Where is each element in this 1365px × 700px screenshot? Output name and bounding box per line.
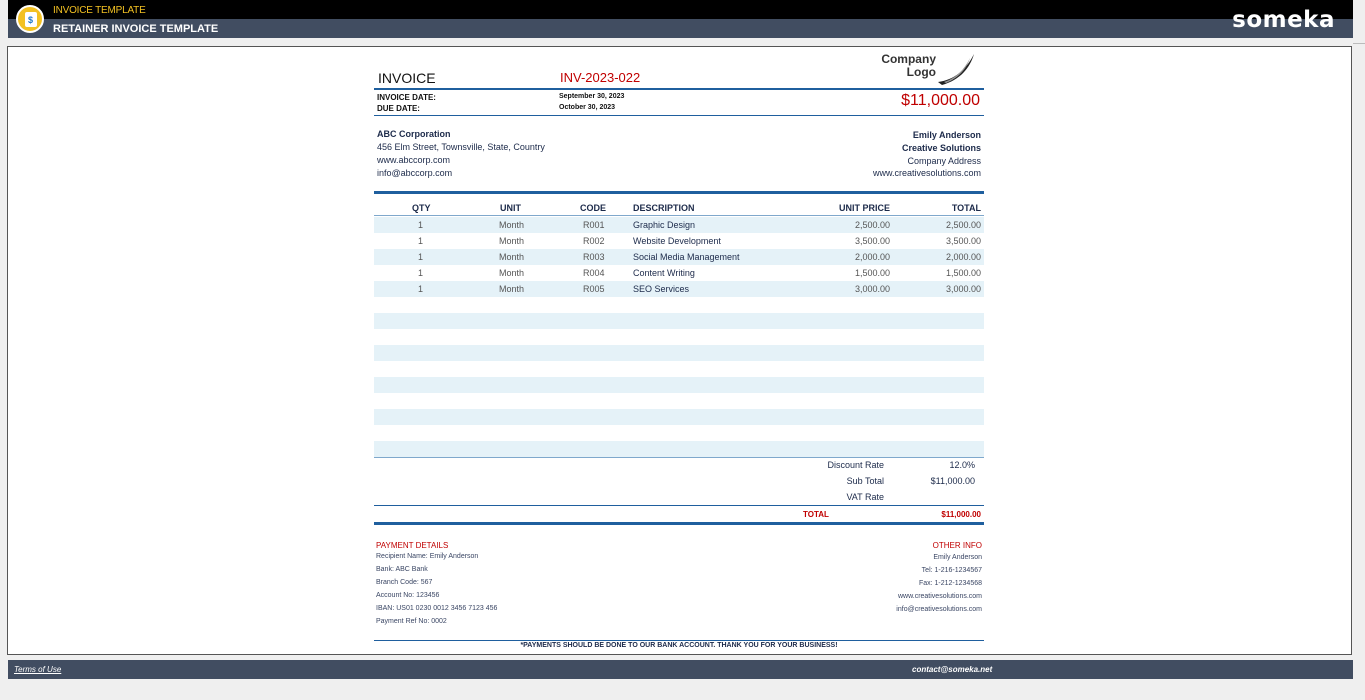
cell-qty[interactable]: 1 <box>418 236 424 246</box>
col-header-total: TOTAL <box>951 203 981 213</box>
divider <box>1353 43 1365 44</box>
payment-details-title: PAYMENT DETAILS <box>376 541 449 550</box>
app-header <box>8 0 1353 38</box>
sender-name[interactable]: Emily Anderson <box>912 130 981 140</box>
cell-total[interactable]: 1,500.00 <box>945 268 981 278</box>
cell-code[interactable]: R003 <box>583 252 605 262</box>
template-name-title: RETAINER INVOICE TEMPLATE <box>53 23 219 35</box>
cell-code[interactable]: R002 <box>583 236 605 246</box>
client-address[interactable]: 456 Elm Street, Townsville, State, Country <box>377 142 545 152</box>
payment-account[interactable]: Account No: 123456 <box>376 592 440 599</box>
totals-bottom-divider <box>374 522 984 525</box>
table-header-divider <box>374 215 984 216</box>
invoice-document <box>374 46 984 654</box>
header-top-band <box>8 0 1353 19</box>
sender-company[interactable]: Creative Solutions <box>901 143 981 153</box>
company-logo-text: Company Logo <box>881 52 936 79</box>
dates-divider <box>374 115 984 116</box>
cell-total[interactable]: 2,000.00 <box>945 252 981 262</box>
other-info-fax[interactable]: Fax: 1-212-1234568 <box>918 580 982 587</box>
table-row[interactable] <box>374 281 984 297</box>
payment-bank[interactable]: Bank: ABC Bank <box>376 566 428 573</box>
cell-total[interactable]: 3,000.00 <box>945 284 981 294</box>
table-row[interactable] <box>374 233 984 249</box>
other-info-website[interactable]: www.creativesolutions.com <box>897 593 982 600</box>
client-website[interactable]: www.abccorp.com <box>377 155 451 165</box>
cell-unit[interactable]: Month <box>499 220 525 230</box>
cell-total[interactable]: 3,500.00 <box>945 236 981 246</box>
discount-rate-label: Discount Rate <box>827 460 884 470</box>
cell-qty[interactable]: 1 <box>418 268 424 278</box>
table-row[interactable] <box>374 377 984 393</box>
col-header-unit-price: UNIT PRICE <box>838 203 890 213</box>
cell-description[interactable]: Social Media Management <box>633 252 740 262</box>
client-email[interactable]: info@abccorp.com <box>377 168 453 178</box>
cell-unit-price[interactable]: 2,000.00 <box>854 252 890 262</box>
cell-description[interactable]: Content Writing <box>633 268 695 278</box>
table-row[interactable] <box>374 313 984 329</box>
table-bottom-divider <box>374 457 984 458</box>
col-header-unit: UNIT <box>500 203 521 213</box>
cell-unit-price[interactable]: 3,000.00 <box>854 284 890 294</box>
payment-ref[interactable]: Payment Ref No: 0002 <box>376 618 447 625</box>
other-info-title: OTHER INFO <box>932 541 982 550</box>
cell-unit[interactable]: Month <box>499 284 525 294</box>
totals-divider <box>374 505 984 506</box>
cell-qty[interactable]: 1 <box>418 220 424 230</box>
cell-unit[interactable]: Month <box>499 236 525 246</box>
invoice-heading: INVOICE <box>378 70 436 86</box>
grand-total-value: $11,000.00 <box>941 510 981 519</box>
cell-unit-price[interactable]: 2,500.00 <box>854 220 890 230</box>
header-divider <box>374 88 984 90</box>
cell-unit-price[interactable]: 3,500.00 <box>854 236 890 246</box>
client-company[interactable]: ABC Corporation <box>377 129 451 139</box>
cell-description[interactable]: SEO Services <box>633 284 690 294</box>
grand-total-label: TOTAL <box>803 510 829 519</box>
cell-code[interactable]: R004 <box>583 268 605 278</box>
payment-recipient[interactable]: Recipient Name: Emily Anderson <box>376 553 479 560</box>
cell-qty[interactable]: 1 <box>418 252 424 262</box>
payment-branch[interactable]: Branch Code: 567 <box>376 579 433 586</box>
cell-unit[interactable]: Month <box>499 252 525 262</box>
invoice-number[interactable]: INV-2023-022 <box>560 70 641 85</box>
payment-iban[interactable]: IBAN: US01 0230 0012 3456 7123 456 <box>376 605 498 612</box>
template-category-title: INVOICE TEMPLATE <box>53 5 146 16</box>
cell-unit[interactable]: Month <box>499 268 525 278</box>
vat-rate-label: VAT Rate <box>846 492 884 502</box>
company-logo[interactable] <box>868 50 980 86</box>
sender-address[interactable]: Company Address <box>907 156 981 166</box>
sender-website[interactable]: www.creativesolutions.com <box>872 168 981 178</box>
other-info-tel[interactable]: Tel: 1-216-1234567 <box>921 567 982 574</box>
other-info-name[interactable]: Emily Anderson <box>933 554 982 561</box>
col-header-description: DESCRIPTION <box>633 203 695 213</box>
someka-logo[interactable]: someka <box>1232 7 1335 33</box>
cell-description[interactable]: Graphic Design <box>633 220 696 230</box>
document-dollar-icon: $ <box>25 12 37 27</box>
cell-code[interactable]: R005 <box>583 284 605 294</box>
table-row[interactable] <box>374 409 984 425</box>
cell-description[interactable]: Website Development <box>633 236 721 246</box>
col-header-qty: QTY <box>412 203 431 213</box>
cell-code[interactable]: R001 <box>583 220 605 230</box>
cell-unit-price[interactable]: 1,500.00 <box>854 268 890 278</box>
table-row[interactable] <box>374 345 984 361</box>
footer-bar <box>8 660 1353 679</box>
other-info-email[interactable]: info@creativesolutions.com <box>896 606 982 613</box>
due-date-label: DUE DATE: <box>377 104 420 113</box>
table-row[interactable] <box>374 217 984 233</box>
table-top-divider <box>374 191 984 194</box>
invoice-amount: $11,000.00 <box>901 92 980 109</box>
invoice-app-icon[interactable] <box>16 5 44 33</box>
logo-swoosh-icon <box>936 52 976 86</box>
terms-of-use-link[interactable]: Terms of Use <box>14 665 62 674</box>
payment-thank-you-message: *PAYMENTS SHOULD BE DONE TO OUR BANK ACCOUNT. THANK YOU FOR YOUR BUSINESS! <box>520 642 838 649</box>
table-row[interactable] <box>374 249 984 265</box>
cell-total[interactable]: 2,500.00 <box>945 220 981 230</box>
subtotal-value: $11,000.00 <box>930 476 975 486</box>
invoice-date-label: INVOICE DATE: <box>377 93 436 102</box>
table-row[interactable] <box>374 265 984 281</box>
invoice-date-value[interactable]: September 30, 2023 <box>559 93 625 100</box>
col-header-code: CODE <box>580 203 607 213</box>
discount-rate-value[interactable]: 12.0% <box>949 460 975 470</box>
due-date-value[interactable]: October 30, 2023 <box>559 104 616 111</box>
cell-qty[interactable]: 1 <box>418 284 424 294</box>
contact-email-link[interactable]: contact@someka.net <box>912 665 993 674</box>
footer-divider <box>374 640 984 641</box>
subtotal-label: Sub Total <box>846 476 884 486</box>
table-row[interactable] <box>374 441 984 457</box>
